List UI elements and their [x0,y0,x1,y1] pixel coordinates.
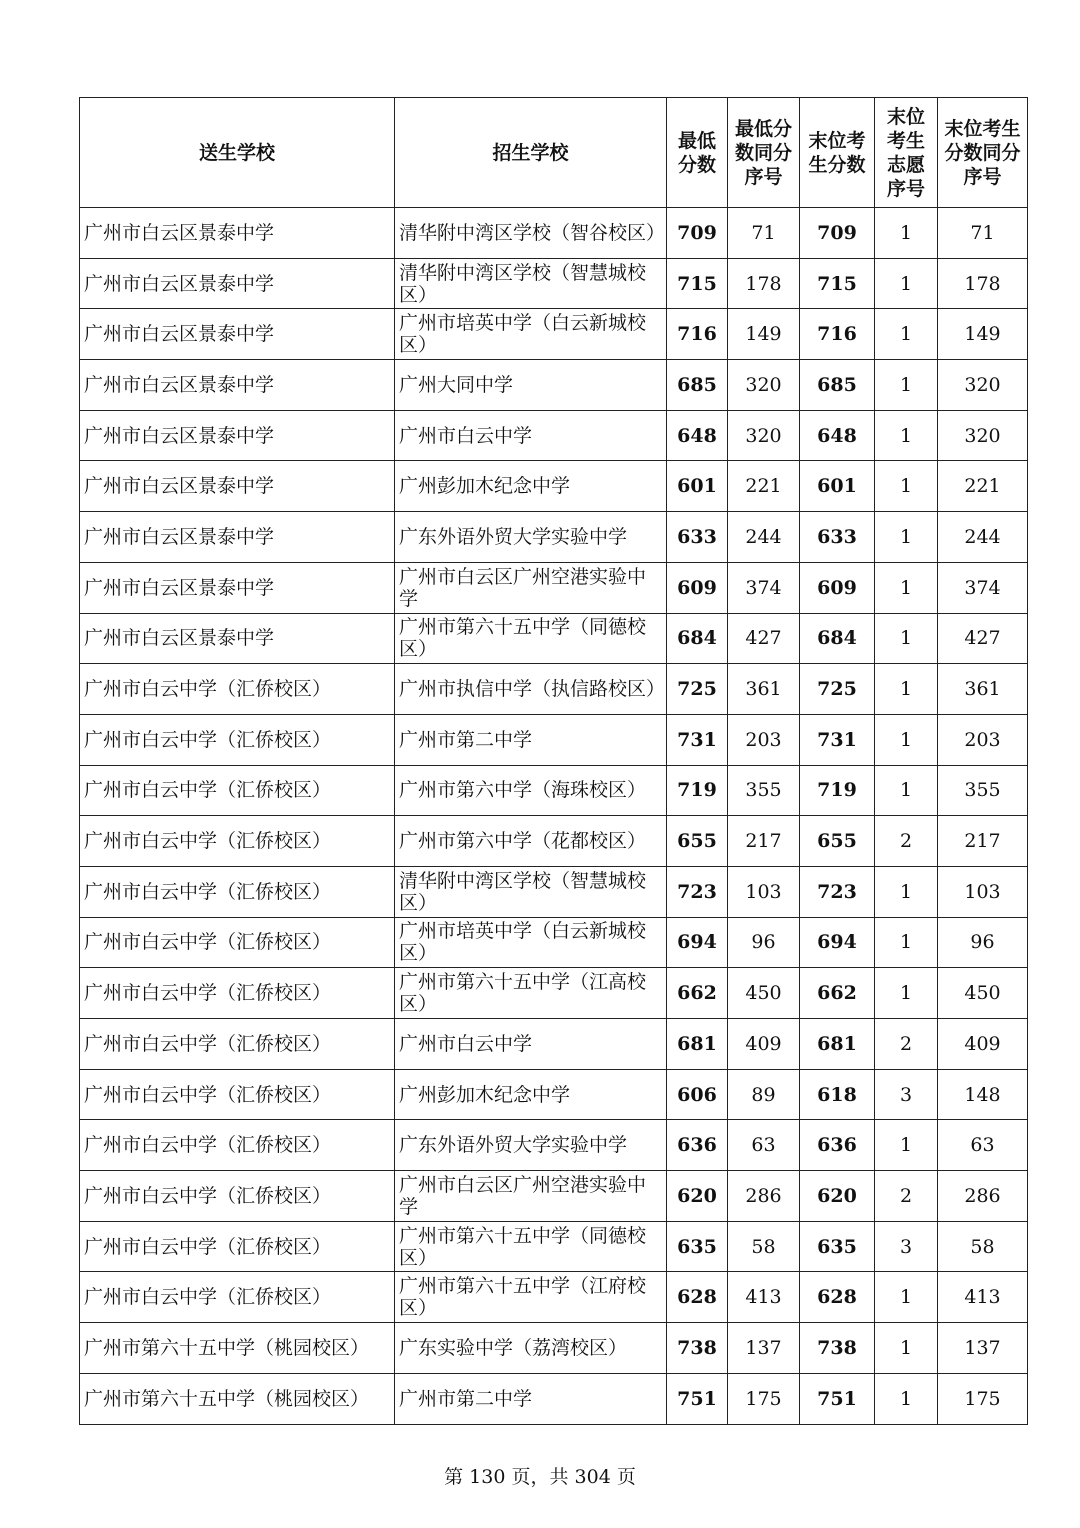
last-score-cell: 635 [800,1221,875,1272]
table-row [80,309,1028,360]
table-row [80,410,1028,461]
min-score-rank-cell: 409 [728,1019,800,1070]
last-score-cell: 731 [800,714,875,765]
recruit-school-cell: 广州市第六十五中学（同德校区） [395,613,667,664]
last-choice-order-cell: 1 [875,1373,938,1424]
recruit-school-cell: 广州彭加木纪念中学 [395,1069,667,1120]
sender-school-cell: 广州市白云中学（汇侨校区） [80,917,395,968]
last-choice-order-cell: 3 [875,1221,938,1272]
min-score-rank-cell: 286 [728,1171,800,1222]
min-score-cell: 685 [667,360,728,411]
last-score-cell: 633 [800,512,875,563]
last-choice-order-cell: 1 [875,613,938,664]
recruit-school-cell: 清华附中湾区学校（智谷校区） [395,208,667,259]
min-score-cell: 648 [667,410,728,461]
table-row [80,816,1028,867]
sender-school-cell: 广州市白云区景泰中学 [80,613,395,664]
min-score-cell: 719 [667,765,728,816]
sender-school-cell: 广州市白云中学（汇侨校区） [80,664,395,715]
min-score-rank-cell: 244 [728,512,800,563]
min-score-cell: 636 [667,1120,728,1171]
recruit-school-cell: 清华附中湾区学校（智慧城校区） [395,258,667,309]
min-score-rank-cell: 103 [728,866,800,917]
min-score-rank-cell: 450 [728,968,800,1019]
recruit-school-cell: 广州大同中学 [395,360,667,411]
last-score-cell: 628 [800,1272,875,1323]
sender-school-cell: 广州市白云中学（汇侨校区） [80,714,395,765]
table-row [80,360,1028,411]
table-row [80,562,1028,613]
sender-school-cell: 广州市第六十五中学（桃园校区） [80,1323,395,1374]
last-score-rank-cell: 148 [938,1069,1028,1120]
sender-school-cell: 广州市白云中学（汇侨校区） [80,1272,395,1323]
page-number: 第 130 页，共 304 页 [444,1466,636,1488]
last-choice-order-cell: 1 [875,461,938,512]
min-score-rank-cell: 320 [728,360,800,411]
min-score-rank-cell: 320 [728,410,800,461]
recruit-school-cell: 广州市第二中学 [395,714,667,765]
table-body [80,208,1028,1425]
header-min-score: 最低分数 [667,98,728,208]
sender-school-cell: 广州市白云中学（汇侨校区） [80,866,395,917]
min-score-rank-cell: 58 [728,1221,800,1272]
recruit-school-cell: 广州市白云区广州空港实验中学 [395,1171,667,1222]
table-row [80,664,1028,715]
last-score-rank-cell: 149 [938,309,1028,360]
min-score-cell: 635 [667,1221,728,1272]
sender-school-cell: 广州市白云中学（汇侨校区） [80,1019,395,1070]
table-row [80,1323,1028,1374]
sender-school-cell: 广州市白云中学（汇侨校区） [80,1120,395,1171]
min-score-rank-cell: 221 [728,461,800,512]
min-score-rank-cell: 71 [728,208,800,259]
min-score-cell: 633 [667,512,728,563]
table-row [80,714,1028,765]
last-score-rank-cell: 427 [938,613,1028,664]
recruit-school-cell: 广州市第六中学（海珠校区） [395,765,667,816]
sender-school-cell: 广州市白云区景泰中学 [80,258,395,309]
min-score-rank-cell: 413 [728,1272,800,1323]
last-choice-order-cell: 1 [875,512,938,563]
last-choice-order-cell: 1 [875,1120,938,1171]
header-min-score-rank: 最低分数同分序号 [728,98,800,208]
table-row [80,765,1028,816]
last-choice-order-cell: 1 [875,866,938,917]
last-score-rank-cell: 361 [938,664,1028,715]
sender-school-cell: 广州市白云区景泰中学 [80,461,395,512]
last-score-cell: 618 [800,1069,875,1120]
table-row [80,1373,1028,1424]
recruit-school-cell: 广州彭加木纪念中学 [395,461,667,512]
min-score-cell: 723 [667,866,728,917]
table-row [80,208,1028,259]
table-row [80,866,1028,917]
sender-school-cell: 广州市白云区景泰中学 [80,208,395,259]
last-score-cell: 609 [800,562,875,613]
sender-school-cell: 广州市白云中学（汇侨校区） [80,1069,395,1120]
last-score-cell: 709 [800,208,875,259]
last-score-rank-cell: 137 [938,1323,1028,1374]
recruit-school-cell: 广东外语外贸大学实验中学 [395,512,667,563]
table-row [80,512,1028,563]
last-score-cell: 725 [800,664,875,715]
last-score-rank-cell: 409 [938,1019,1028,1070]
min-score-cell: 694 [667,917,728,968]
recruit-school-cell: 广东实验中学（荔湾校区） [395,1323,667,1374]
last-score-cell: 738 [800,1323,875,1374]
header-last-choice-order: 末位考生志愿序号 [875,98,938,208]
min-score-rank-cell: 149 [728,309,800,360]
min-score-cell: 725 [667,664,728,715]
min-score-cell: 738 [667,1323,728,1374]
last-score-cell: 723 [800,866,875,917]
min-score-rank-cell: 178 [728,258,800,309]
recruit-school-cell: 广州市第六十五中学（江高校区） [395,968,667,1019]
last-score-cell: 620 [800,1171,875,1222]
min-score-cell: 620 [667,1171,728,1222]
last-score-cell: 636 [800,1120,875,1171]
last-choice-order-cell: 1 [875,714,938,765]
recruit-school-cell: 广州市执信中学（执信路校区） [395,664,667,715]
table-row [80,613,1028,664]
recruit-school-cell: 广州市培英中学（白云新城校区） [395,309,667,360]
sender-school-cell: 广州市白云中学（汇侨校区） [80,765,395,816]
sender-school-cell: 广州市白云区景泰中学 [80,410,395,461]
last-choice-order-cell: 1 [875,410,938,461]
last-choice-order-cell: 1 [875,968,938,1019]
min-score-rank-cell: 217 [728,816,800,867]
last-choice-order-cell: 1 [875,765,938,816]
last-choice-order-cell: 1 [875,1323,938,1374]
last-score-cell: 655 [800,816,875,867]
last-choice-order-cell: 1 [875,1272,938,1323]
sender-school-cell: 广州市白云区景泰中学 [80,512,395,563]
recruit-school-cell: 广州市第六十五中学（江府校区） [395,1272,667,1323]
last-score-rank-cell: 71 [938,208,1028,259]
last-choice-order-cell: 2 [875,1019,938,1070]
table-header-row [80,98,1028,208]
last-score-rank-cell: 217 [938,816,1028,867]
last-score-rank-cell: 221 [938,461,1028,512]
sender-school-cell: 广州市白云中学（汇侨校区） [80,968,395,1019]
last-choice-order-cell: 1 [875,664,938,715]
recruit-school-cell: 广州市第六十五中学（同德校区） [395,1221,667,1272]
last-score-rank-cell: 244 [938,512,1028,563]
min-score-rank-cell: 203 [728,714,800,765]
last-score-cell: 601 [800,461,875,512]
table-row [80,1019,1028,1070]
min-score-rank-cell: 137 [728,1323,800,1374]
last-score-cell: 684 [800,613,875,664]
sender-school-cell: 广州市白云中学（汇侨校区） [80,1221,395,1272]
last-score-cell: 751 [800,1373,875,1424]
last-score-cell: 719 [800,765,875,816]
table-row [80,258,1028,309]
last-choice-order-cell: 1 [875,917,938,968]
last-choice-order-cell: 2 [875,1171,938,1222]
sender-school-cell: 广州市白云中学（汇侨校区） [80,1171,395,1222]
min-score-cell: 655 [667,816,728,867]
recruit-school-cell: 广州市白云中学 [395,1019,667,1070]
last-score-rank-cell: 203 [938,714,1028,765]
last-choice-order-cell: 1 [875,360,938,411]
min-score-rank-cell: 89 [728,1069,800,1120]
min-score-rank-cell: 361 [728,664,800,715]
last-score-rank-cell: 178 [938,258,1028,309]
last-score-rank-cell: 355 [938,765,1028,816]
last-score-cell: 716 [800,309,875,360]
table-row [80,968,1028,1019]
min-score-rank-cell: 175 [728,1373,800,1424]
min-score-cell: 709 [667,208,728,259]
table-row [80,917,1028,968]
header-last-score: 末位考生分数 [800,98,875,208]
sender-school-cell: 广州市白云区景泰中学 [80,309,395,360]
last-score-cell: 648 [800,410,875,461]
min-score-cell: 609 [667,562,728,613]
recruit-school-cell: 广州市白云中学 [395,410,667,461]
last-choice-order-cell: 2 [875,816,938,867]
last-score-rank-cell: 413 [938,1272,1028,1323]
header-recruit-school: 招生学校 [395,98,667,208]
min-score-cell: 601 [667,461,728,512]
last-choice-order-cell: 1 [875,208,938,259]
table-row [80,1069,1028,1120]
sender-school-cell: 广州市白云区景泰中学 [80,360,395,411]
recruit-school-cell: 广州市培英中学（白云新城校区） [395,917,667,968]
last-score-cell: 694 [800,917,875,968]
min-score-cell: 716 [667,309,728,360]
table-row [80,1171,1028,1222]
min-score-rank-cell: 374 [728,562,800,613]
min-score-cell: 731 [667,714,728,765]
last-choice-order-cell: 1 [875,258,938,309]
min-score-cell: 681 [667,1019,728,1070]
min-score-rank-cell: 427 [728,613,800,664]
table-row [80,1120,1028,1171]
last-score-rank-cell: 103 [938,866,1028,917]
last-score-cell: 715 [800,258,875,309]
last-score-rank-cell: 320 [938,410,1028,461]
last-score-cell: 681 [800,1019,875,1070]
min-score-rank-cell: 96 [728,917,800,968]
min-score-cell: 628 [667,1272,728,1323]
admission-table [79,97,1028,1425]
header-last-score-rank: 末位考生分数同分序号 [938,98,1028,208]
min-score-cell: 662 [667,968,728,1019]
header-sender-school: 送生学校 [80,98,395,208]
recruit-school-cell: 广州市第二中学 [395,1373,667,1424]
min-score-cell: 684 [667,613,728,664]
last-score-rank-cell: 374 [938,562,1028,613]
last-choice-order-cell: 1 [875,309,938,360]
sender-school-cell: 广州市第六十五中学（桃园校区） [80,1373,395,1424]
min-score-rank-cell: 63 [728,1120,800,1171]
min-score-cell: 715 [667,258,728,309]
table-row [80,1272,1028,1323]
last-score-rank-cell: 175 [938,1373,1028,1424]
last-score-rank-cell: 96 [938,917,1028,968]
last-score-rank-cell: 450 [938,968,1028,1019]
recruit-school-cell: 广东外语外贸大学实验中学 [395,1120,667,1171]
table-row [80,1221,1028,1272]
last-score-rank-cell: 286 [938,1171,1028,1222]
table-row [80,461,1028,512]
last-score-rank-cell: 63 [938,1120,1028,1171]
last-score-cell: 662 [800,968,875,1019]
min-score-cell: 606 [667,1069,728,1120]
sender-school-cell: 广州市白云中学（汇侨校区） [80,816,395,867]
recruit-school-cell: 广州市第六中学（花都校区） [395,816,667,867]
min-score-rank-cell: 355 [728,765,800,816]
last-choice-order-cell: 1 [875,562,938,613]
min-score-cell: 751 [667,1373,728,1424]
recruit-school-cell: 清华附中湾区学校（智慧城校区） [395,866,667,917]
last-score-rank-cell: 320 [938,360,1028,411]
sender-school-cell: 广州市白云区景泰中学 [80,562,395,613]
last-score-cell: 685 [800,360,875,411]
last-score-rank-cell: 58 [938,1221,1028,1272]
last-choice-order-cell: 3 [875,1069,938,1120]
recruit-school-cell: 广州市白云区广州空港实验中学 [395,562,667,613]
